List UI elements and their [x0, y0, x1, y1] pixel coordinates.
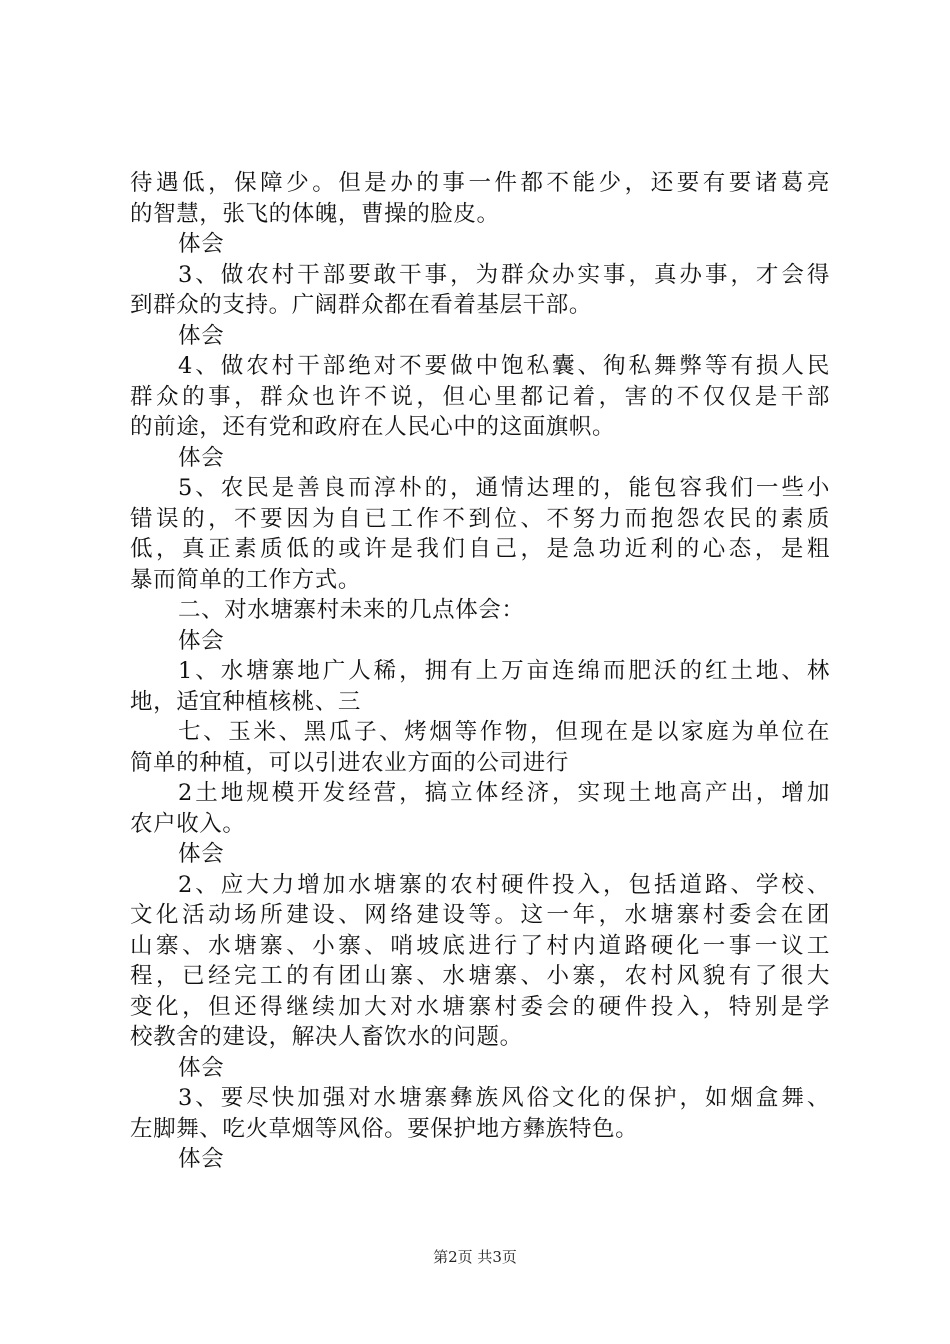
text-line: 左脚舞、吃火草烟等风俗。要保护地方彝族特色。 — [130, 1115, 639, 1142]
page-number-footer: 第2页 共3页 — [433, 1248, 517, 1266]
text-line: 低，真正素质低的或许是我们自己，是急功近利的心态，是粗 — [130, 536, 830, 562]
text-line: 简单的种植，可以引进农业方面的公司进行 — [130, 749, 569, 776]
text-line: 程，已经完工的有团山寨、水塘寨、小寨，农村风貌有了很大 — [130, 963, 830, 989]
text-line: 暴而简单的工作方式。 — [130, 566, 362, 593]
text-line: 文化活动场所建设、网络建设等。这一年，水塘寨村委会在团 — [130, 902, 830, 928]
section-label: 体会 — [178, 1146, 225, 1172]
text-line: 山寨、水塘寨、小寨、哨坡底进行了村内道路硬化一事一议工 — [130, 932, 830, 959]
text-line: 农户收入。 — [130, 810, 246, 837]
text-line: 校教舍的建设，解决人畜饮水的问题。 — [130, 1024, 523, 1050]
text-line: 变化，但还得继续加大对水塘寨村委会的硬件投入，特别是学 — [130, 993, 830, 1020]
text-line: 2、应大力增加水塘寨的农村硬件投入，包括道路、学校、 — [178, 871, 830, 898]
text-line: 到群众的支持。广阔群众都在看着基层干部。 — [130, 292, 593, 318]
text-line: 的前途，还有党和政府在人民心中的这面旗帜。 — [130, 414, 616, 440]
text-line: 3、要尽快加强对水塘寨彝族风俗文化的保护，如烟盒舞、 — [178, 1085, 830, 1111]
text-line: 5、农民是善良而淳朴的，通情达理的，能包容我们一些小 — [178, 475, 830, 501]
section-label: 体会 — [178, 231, 225, 257]
document-body — [130, 168, 830, 1175]
text-line: 待遇低，保障少。但是办的事一件都不能少，还要有要诸葛亮 — [130, 170, 830, 196]
section-label: 体会 — [178, 322, 225, 349]
text-line: 4、做农村干部绝对不要做中饱私囊、徇私舞弊等有损人民 — [178, 353, 830, 379]
section-label: 体会 — [178, 444, 225, 471]
section-label: 体会 — [178, 841, 225, 867]
text-line: 群众的事，群众也许不说，但心里都记着，害的不仅仅是干部 — [130, 383, 830, 410]
text-line: 1、水塘寨地广人稀，拥有上万亩连绵而肥沃的红土地、林 — [178, 658, 830, 684]
text-line: 的智慧，张飞的体魄，曹操的脸皮。 — [130, 200, 500, 227]
text-line: 3、做农村干部要敢干事，为群众办实事，真办事，才会得 — [178, 261, 830, 288]
text-line: 2土地规模开发经营，搞立体经济，实现土地高产出，增加 — [178, 780, 830, 806]
section-heading: 二、对水塘寨村未来的几点体会： — [178, 597, 525, 623]
text-line: 地，适宜种植核桃、三 — [130, 688, 362, 715]
section-label: 体会 — [178, 627, 225, 654]
section-label: 体会 — [178, 1054, 225, 1081]
text-line: 七、玉米、黑瓜子、烤烟等作物，但现在是以家庭为单位在 — [178, 719, 830, 745]
text-line: 错误的，不要因为自已工作不到位、不努力而抱怨农民的素质 — [130, 505, 830, 532]
